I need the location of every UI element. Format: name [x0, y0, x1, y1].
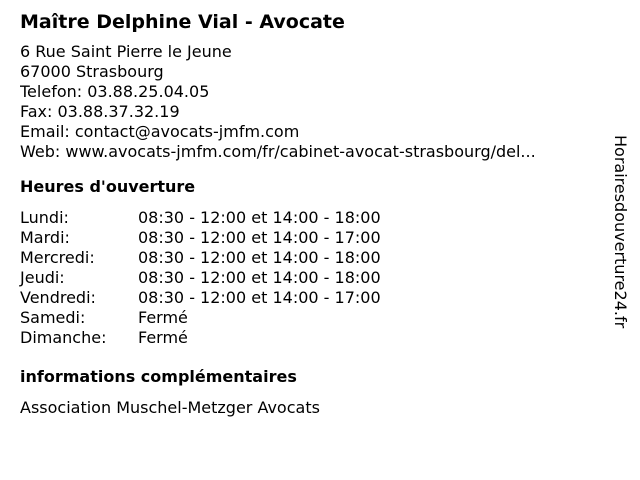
hours-time: 08:30 - 12:00 et 14:00 - 18:00	[138, 208, 381, 227]
address-city: 67000 Strasbourg	[20, 62, 164, 81]
hours-time: 08:30 - 12:00 et 14:00 - 17:00	[138, 228, 381, 247]
extra-info-heading: informations complémentaires	[20, 367, 297, 386]
hours-time: 08:30 - 12:00 et 14:00 - 17:00	[138, 288, 381, 307]
hours-day: Jeudi:	[20, 268, 65, 287]
hours-row-sunday	[20, 328, 610, 348]
hours-time: Fermé	[138, 328, 188, 347]
extra-info-text: Association Muschel-Metzger Avocats	[20, 398, 320, 417]
hours-table	[20, 208, 610, 348]
hours-time: 08:30 - 12:00 et 14:00 - 18:00	[138, 248, 381, 267]
hours-row-wednesday	[20, 248, 610, 268]
hours-row-friday	[20, 288, 610, 308]
hours-row-monday	[20, 208, 610, 228]
website-link: Web: www.avocats-jmfm.com/fr/cabinet-avocat-strasbourg/del...	[20, 142, 536, 161]
hours-day: Vendredi:	[20, 288, 96, 307]
hours-day: Lundi:	[20, 208, 69, 227]
hours-day: Mardi:	[20, 228, 70, 247]
hours-day: Dimanche:	[20, 328, 107, 347]
site-watermark: Horairesdouverture24.fr	[611, 135, 630, 329]
hours-row-tuesday	[20, 228, 610, 248]
fax-number: Fax: 03.88.37.32.19	[20, 102, 180, 121]
hours-time: Fermé	[138, 308, 188, 327]
email-address: Email: contact@avocats-jmfm.com	[20, 122, 300, 141]
listing-card	[20, 10, 610, 418]
hours-row-saturday	[20, 308, 610, 328]
address-street: 6 Rue Saint Pierre le Jeune	[20, 42, 232, 61]
page-title: Maître Delphine Vial - Avocate	[20, 11, 345, 33]
hours-day: Mercredi:	[20, 248, 95, 267]
hours-day: Samedi:	[20, 308, 86, 327]
hours-row-thursday	[20, 268, 610, 288]
phone-number: Telefon: 03.88.25.04.05	[20, 82, 210, 101]
hours-heading: Heures d'ouverture	[20, 177, 196, 196]
hours-time: 08:30 - 12:00 et 14:00 - 18:00	[138, 268, 381, 287]
